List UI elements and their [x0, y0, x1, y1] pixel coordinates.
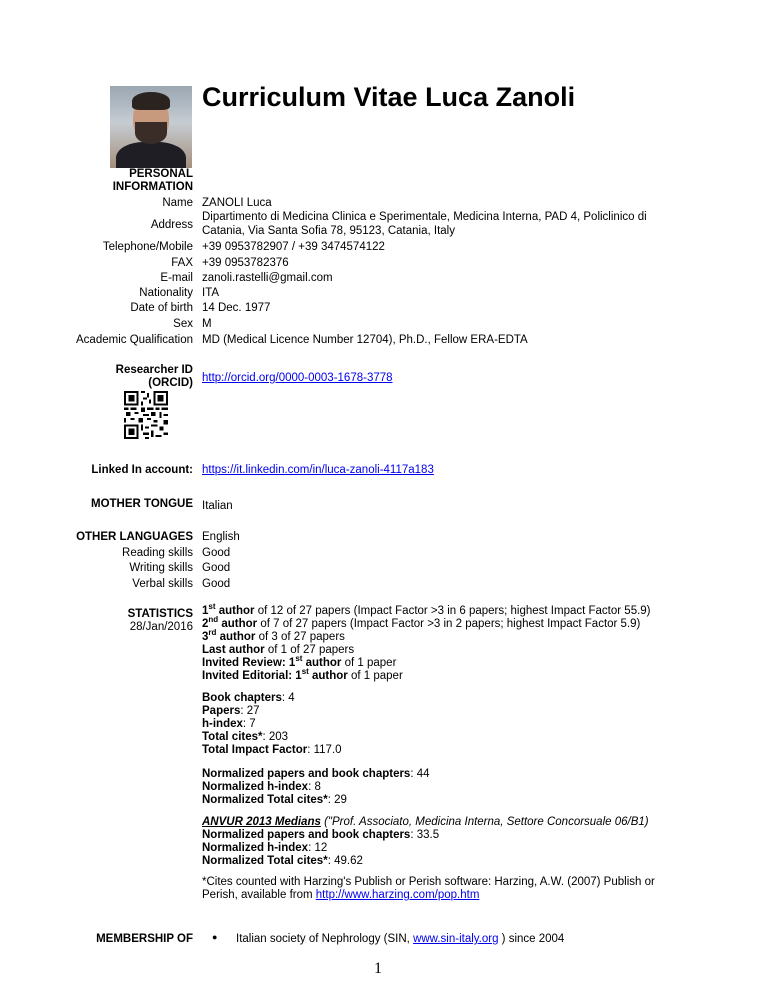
label-mother-tongue: MOTHER TONGUE: [90, 498, 193, 510]
orcid-link[interactable]: http://orcid.org/0000-0003-1678-3778: [202, 372, 393, 384]
value-nationality: ITA: [202, 287, 220, 299]
section-personal-info-line2: INFORMATION: [112, 181, 193, 193]
stat-book-chapters: Book chapters: 4: [202, 692, 295, 704]
value-reading-skills: Good: [202, 547, 231, 559]
stat-normalized-total-cites: Normalized Total cites*: 29: [202, 794, 347, 806]
label-reading-skills: Reading skills: [122, 547, 193, 559]
value-other-language: English: [202, 531, 240, 543]
anvur-normalized-total-cites: Normalized Total cites*: 49.62: [202, 855, 363, 867]
harzing-link[interactable]: http://www.harzing.com/pop.htm: [315, 889, 480, 901]
label-writing-skills: Writing skills: [129, 562, 193, 574]
cites-note-line1: *Cites counted with Harzing's Publish or Perish software: Harzing, A.W. (2007) Publish or: [202, 876, 655, 888]
label-statistics: STATISTICS: [127, 608, 193, 620]
value-name: ZANOLI Luca: [202, 197, 272, 209]
linkedin-link[interactable]: https://it.linkedin.com/in/luca-zanoli-4117a183: [202, 464, 434, 476]
page-title: Curriculum Vitae Luca Zanoli: [202, 82, 576, 112]
stat-h-index: h-index: 7: [202, 718, 256, 730]
stat-2nd-author: 2nd author of 7 of 27 papers (Impact Factor >3 in 2 papers; highest Impact Factor 5.9): [202, 615, 641, 630]
label-researcher-id-line2: (ORCID): [148, 377, 193, 389]
cites-note: [202, 876, 655, 902]
label-nationality: Nationality: [139, 287, 193, 299]
stats-authorship-block: [202, 602, 651, 683]
label-academic-qualification: Academic Qualification: [76, 334, 193, 346]
label-linkedin: Linked In account:: [91, 464, 193, 476]
stat-invited-editorial: Invited Editorial: 1st author of 1 paper: [202, 667, 403, 682]
label-telephone: Telephone/Mobile: [102, 241, 193, 253]
value-verbal-skills: Good: [202, 578, 231, 590]
page-number: 1: [374, 960, 382, 977]
profile-photo: [110, 86, 192, 168]
sin-link[interactable]: www.sin-italy.org: [413, 933, 499, 945]
value-academic-qualification: MD (Medical Licence Number 12704), Ph.D., Fellow ERA-EDTA: [202, 334, 528, 346]
label-fax: FAX: [171, 257, 193, 269]
value-sex: M: [202, 318, 212, 330]
label-email: E-mail: [160, 272, 193, 284]
label-sex: Sex: [173, 318, 193, 330]
label-date-of-birth: Date of birth: [130, 302, 193, 314]
stats-metrics-block: [202, 692, 342, 757]
value-writing-skills: Good: [202, 562, 231, 574]
bullet-icon: ●: [212, 932, 218, 942]
section-personal-info-line1: PERSONAL: [129, 168, 193, 180]
label-name: Name: [162, 197, 193, 209]
label-other-languages: OTHER LANGUAGES: [76, 531, 193, 543]
label-researcher-id-line1: Researcher ID: [115, 364, 193, 376]
stat-normalized-papers: Normalized papers and book chapters: 44: [202, 768, 430, 780]
label-address: Address: [150, 219, 193, 231]
value-email: zanoli.rastelli@gmail.com: [202, 272, 333, 284]
membership-item: Italian society of Nephrology (SIN, www.sin-italy.org ) since 2004: [236, 933, 565, 945]
value-date-of-birth: 14 Dec. 1977: [202, 302, 271, 314]
stats-normalized-block: [202, 768, 430, 807]
value-address-line1: Dipartimento di Medicina Clinica e Sperimentale, Medicina Interna, PAD 4, Policlinico di: [202, 211, 647, 223]
stat-invited-review: Invited Review: 1st author of 1 paper: [202, 654, 397, 669]
stat-papers: Papers: 27: [202, 705, 260, 717]
value-mother-tongue: Italian: [202, 500, 233, 512]
stat-last-author: Last author of 1 of 27 papers: [202, 644, 355, 656]
anvur-normalized-papers: Normalized papers and book chapters: 33.5: [202, 829, 440, 841]
value-address-line2: Catania, Via Santa Sofia 78, 95123, Catania, Italy: [202, 225, 455, 237]
label-verbal-skills: Verbal skills: [132, 578, 193, 590]
anvur-heading: ANVUR 2013 Medians ("Prof. Associato, Medicina Interna, Settore Concorsuale 06/B1): [202, 816, 649, 828]
value-telephone: +39 0953782907 / +39 3474574122: [202, 241, 385, 253]
stat-total-impact-factor: Total Impact Factor: 117.0: [202, 744, 342, 756]
stats-anvur-block: [202, 816, 649, 868]
qr-code: [124, 391, 168, 439]
stat-1st-author: 1st author of 12 of 27 papers (Impact Factor >3 in 6 papers; highest Impact Factor 55.9): [202, 602, 651, 617]
value-fax: +39 0953782376: [202, 257, 289, 269]
anvur-normalized-h-index: Normalized h-index: 12: [202, 842, 328, 854]
stat-total-cites: Total cites*: 203: [202, 731, 289, 743]
stat-3rd-author: 3rd author of 3 of 27 papers: [202, 628, 345, 643]
cites-note-line2: Perish, available from http://www.harzing.com/pop.htm: [202, 889, 480, 901]
stat-normalized-h-index: Normalized h-index: 8: [202, 781, 321, 793]
statistics-date: 28/Jan/2016: [129, 621, 193, 633]
label-membership: MEMBERSHIP OF: [96, 933, 193, 945]
